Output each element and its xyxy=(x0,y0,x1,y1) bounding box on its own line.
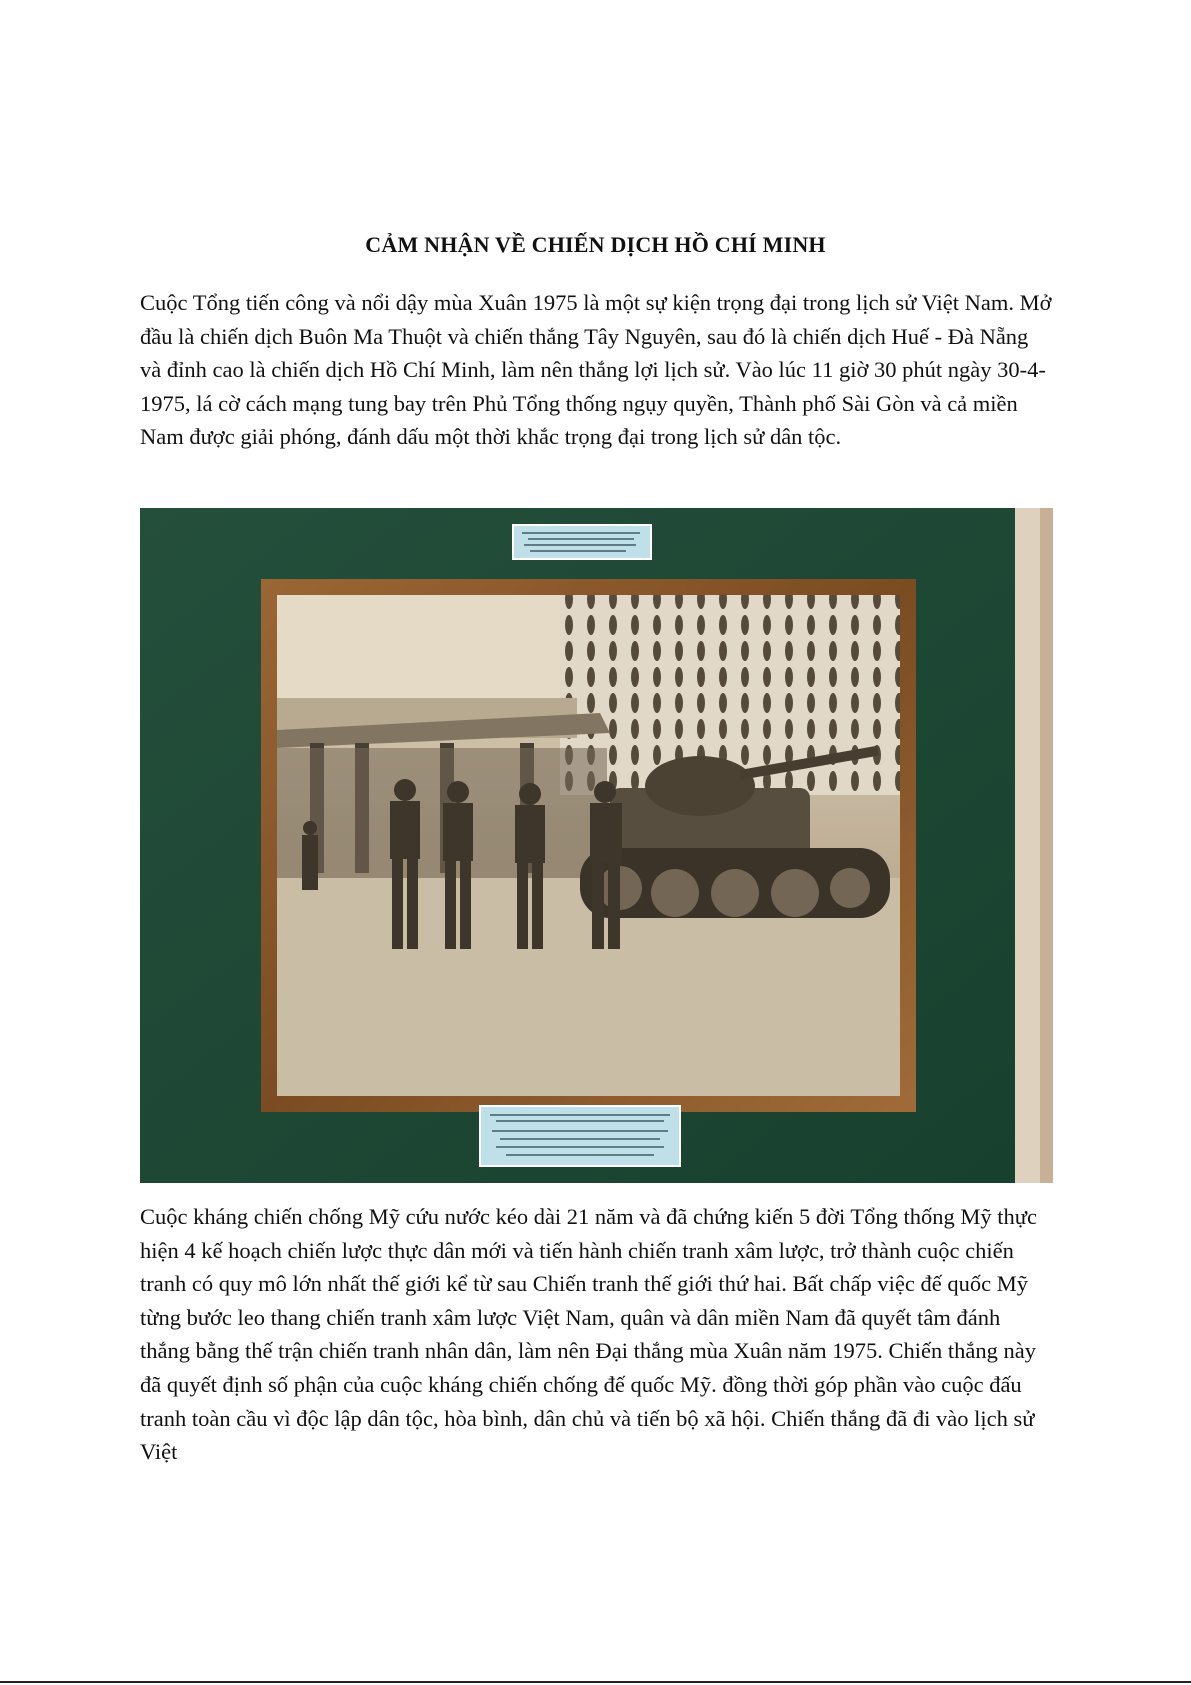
bottom-placard xyxy=(480,1106,680,1166)
paragraph-intro: Cuộc Tổng tiến công và nổi dậy mùa Xuân 1975 là một sự kiện trọng đại trong lịch sử Việt Nam. Mở đầu là chiến dịch Buôn Ma Thuột và chiến thắng Tây Nguyên, sau đó là chiến dịch Huế - Đà Nẵng và đỉnh cao là chiến dịch Hồ Chí Minh, làm nên thắng lợi lịch sử. Vào lúc 11 giờ 30 phút ngày 30-4-1975, lá cờ cách mạng tung bay trên Phủ Tổng thống ngụy quyền, Thành phố Sài Gòn và cả miền Nam được giải phóng, đánh dấu một thời khắc trọng đại trong lịch sử dân tộc. xyxy=(140,290,1052,450)
museum-photo xyxy=(140,508,1053,1183)
top-placard xyxy=(513,525,651,559)
page-bottom-rule xyxy=(0,1681,1191,1683)
paragraph-body: Cuộc kháng chiến chống Mỹ cứu nước kéo dài 21 năm và đã chứng kiến 5 đời Tổng thống Mỹ thực hiện 4 kế hoạch chiến lược thực dân mới và tiến hành chiến tranh xâm lược, trở thành cuộc chiến tranh có quy mô lớn nhất thế giới kể từ sau Chiến tranh thế giới thứ hai. Bất chấp việc đế quốc Mỹ từng bước leo thang chiến tranh xâm lược Việt Nam, quân và dân miền Nam đã quyết tâm đánh thắng bằng thế trận chiến tranh nhân dân, làm nên Đại thắng mùa Xuân năm 1975. Chiến thắng này đã quyết định số phận của cuộc kháng chiến chống đế quốc Mỹ. đồng thời góp phần vào cuộc đấu tranh toàn cầu vì độc lập dân tộc, hòa bình, dân chủ và tiến bộ xã hội. Chiến thắng đã đi vào lịch sử Việt xyxy=(140,1204,1037,1465)
historic-photo-print xyxy=(277,595,900,1096)
document-title: CẢM NHẬN VỀ CHIẾN DỊCH HỒ CHÍ MINH xyxy=(365,232,826,257)
